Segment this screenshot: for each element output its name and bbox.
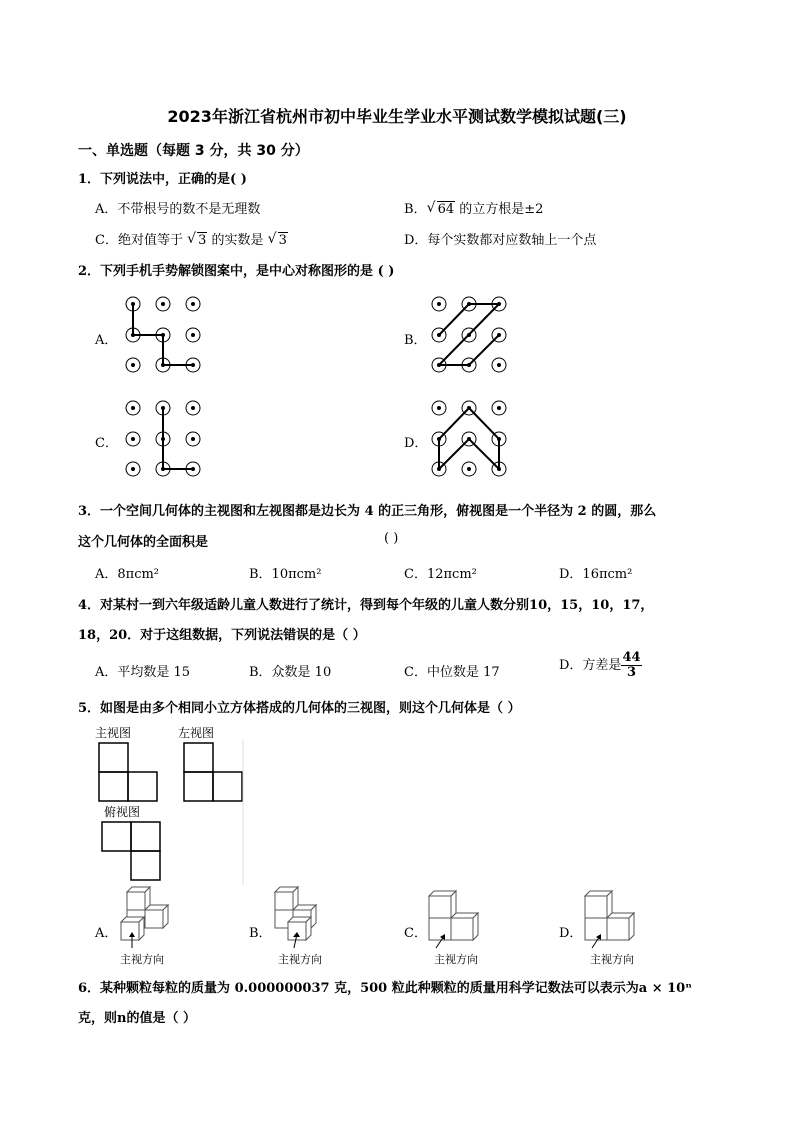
q5-label-b: B． bbox=[249, 926, 272, 941]
q3-option-b: B．10πcm² bbox=[249, 567, 322, 582]
pattern-c-figure bbox=[120, 396, 210, 486]
q1-option-b: B．√ 64 的立方根是±2 bbox=[404, 198, 543, 217]
q4-stem-line1: 4．对某村一到六年级适龄儿童人数进行了统计，得到每个年级的儿童人数分别10，15，10，17， bbox=[78, 598, 654, 613]
q2-label-a: A． bbox=[95, 333, 118, 348]
q3-stem-line1: 3．一个空间几何体的主视图和左视图都是边长为 4 的正三角形，俯视图是一个半径为 2 的圆，那么 bbox=[78, 504, 657, 519]
direction-label-b: 主视方向 bbox=[278, 953, 322, 966]
q4-stem-line2: 18，20．对于这组数据，下列说法错误的是（ ） bbox=[78, 628, 366, 643]
q3-option-c: C．12πcm² bbox=[404, 567, 477, 582]
paper-title: 2023年浙江省杭州市初中毕业生学业水平测试数学模拟试题(三) bbox=[167, 107, 627, 126]
q4-option-c: C．中位数是 17 bbox=[404, 665, 500, 680]
front-view-label: 主视图 bbox=[95, 726, 132, 740]
q3-answer-paren: ( ) bbox=[384, 531, 399, 546]
q5-stem: 5．如图是由多个相同小立方体搭成的几何体的三视图，则这个几何体是（ ） bbox=[78, 701, 521, 716]
q1-option-a: A．不带根号的数不是无理数 bbox=[95, 202, 261, 217]
q3-stem-line2: 这个几何体的全面积是 bbox=[78, 535, 209, 550]
q6-stem-line1: 6．某种颗粒每粒的质量为 0.000000037 克，500 粒此种颗粒的质量用科学记数法可以表示为a × 10ⁿ bbox=[78, 981, 692, 996]
q4-option-b: B．众数是 10 bbox=[249, 665, 332, 680]
cube-figure-b bbox=[270, 886, 334, 956]
q5-label-c: C． bbox=[404, 926, 427, 941]
cube-figure-d bbox=[582, 886, 646, 956]
cube-figure-a bbox=[118, 886, 182, 956]
direction-label-d: 主视方向 bbox=[590, 953, 634, 966]
cube-figure-c bbox=[426, 886, 490, 956]
pattern-b-figure bbox=[426, 292, 516, 382]
q5-label-d: D． bbox=[559, 926, 583, 941]
q1-stem: 1．下列说法中，正确的是( ) bbox=[78, 172, 247, 187]
q5-label-a: A． bbox=[95, 926, 118, 941]
q3-option-d: D．16πcm² bbox=[559, 567, 633, 582]
q4-option-a: A．平均数是 15 bbox=[95, 665, 191, 680]
q3-option-a: A．8πcm² bbox=[95, 567, 160, 582]
q2-stem: 2．下列手机手势解锁图案中，是中心对称图形的是 ( ) bbox=[78, 264, 395, 279]
q1-option-c: C．绝对值等于 √ 3 的实数是 √ 3 bbox=[95, 229, 288, 248]
q6-stem-line2: 克，则n的值是（ ） bbox=[78, 1011, 196, 1026]
pattern-a-figure bbox=[120, 292, 210, 382]
q2-label-d: D． bbox=[404, 436, 428, 451]
direction-label-a: 主视方向 bbox=[120, 953, 164, 966]
direction-label-c: 主视方向 bbox=[434, 953, 478, 966]
top-view-label: 俯视图 bbox=[104, 805, 141, 819]
q2-label-b: B． bbox=[404, 333, 427, 348]
q2-label-c: C． bbox=[95, 436, 118, 451]
three-views-figure bbox=[95, 740, 255, 885]
left-view-label: 左视图 bbox=[178, 726, 215, 740]
q1-option-d: D．每个实数都对应数轴上一个点 bbox=[404, 233, 597, 248]
pattern-d-figure bbox=[426, 396, 516, 486]
q4-option-d: D．方差是 $\frac{44}{3}$ bbox=[559, 650, 641, 680]
section-heading: 一、单选题（每题 3 分，共 30 分） bbox=[78, 143, 309, 159]
